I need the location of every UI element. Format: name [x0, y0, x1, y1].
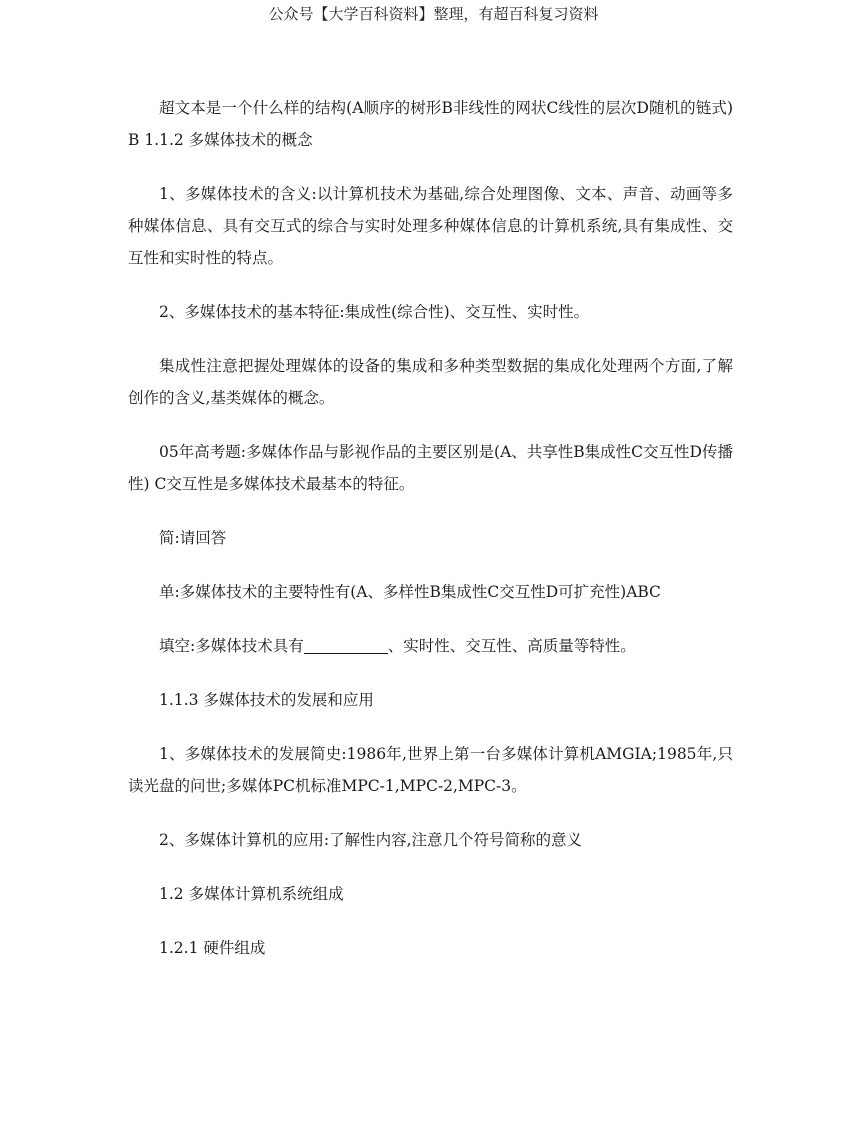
section-heading-1-2: 1.2 多媒体计算机系统组成 — [159, 885, 344, 903]
document-body — [128, 92, 733, 986]
paragraph-applications: 2、多媒体计算机的应用:了解性内容,注意几个符号简称的意义 — [159, 831, 583, 849]
paragraph-short-answer: 简:请回答 — [159, 529, 227, 547]
paragraph-integration-note: 集成性注意把握处理媒体的设备的集成和多种类型数据的集成化处理两个方面,了解创作的含义,基类媒体的概念。 — [128, 357, 733, 407]
paragraph-multimedia-definition: 1、多媒体技术的含义:以计算机技术为基础,综合处理图像、文本、声音、动画等多种媒体信息、具有交互式的综合与实时处理多种媒体信息的计算机系统,具有集成性、交互性和实时性的特点。 — [128, 185, 733, 267]
page-header: 公众号【大学百科资料】整理，有超百科复习资料 — [268, 5, 599, 23]
fill-blank-prefix: 填空:多媒体技术具有 — [159, 637, 304, 655]
paragraph-fill-blank — [128, 630, 733, 662]
paragraph-exam-question: 05年高考题:多媒体作品与影视作品的主要区别是(A、共享性B集成性C交互性D传播性) C交互性是多媒体技术最基本的特征。 — [128, 443, 733, 493]
fill-blank-line — [304, 637, 388, 654]
fill-blank-suffix: 、实时性、交互性、高质量等特性。 — [387, 637, 636, 655]
section-heading-1-2-1: 1.2.1 硬件组成 — [159, 939, 266, 957]
paragraph-development-history: 1、多媒体技术的发展简史:1986年,世界上第一台多媒体计算机AMGIA;1985年,只读光盘的问世;多媒体PC机标准MPC-1,MPC-2,MPC-3。 — [128, 745, 733, 795]
section-heading-1-1-3: 1.1.3 多媒体技术的发展和应用 — [159, 691, 374, 709]
paragraph-basic-features: 2、多媒体技术的基本特征:集成性(综合性)、交互性、实时性。 — [159, 303, 590, 321]
paragraph-hypertext-question: 超文本是一个什么样的结构(A顺序的树形B非线性的网状C线性的层次D随机的链式)B 1.1.2 多媒体技术的概念 — [128, 99, 733, 149]
paragraph-single-choice: 单:多媒体技术的主要特性有(A、多样性B集成性C交互性D可扩充性)ABC — [159, 583, 661, 601]
